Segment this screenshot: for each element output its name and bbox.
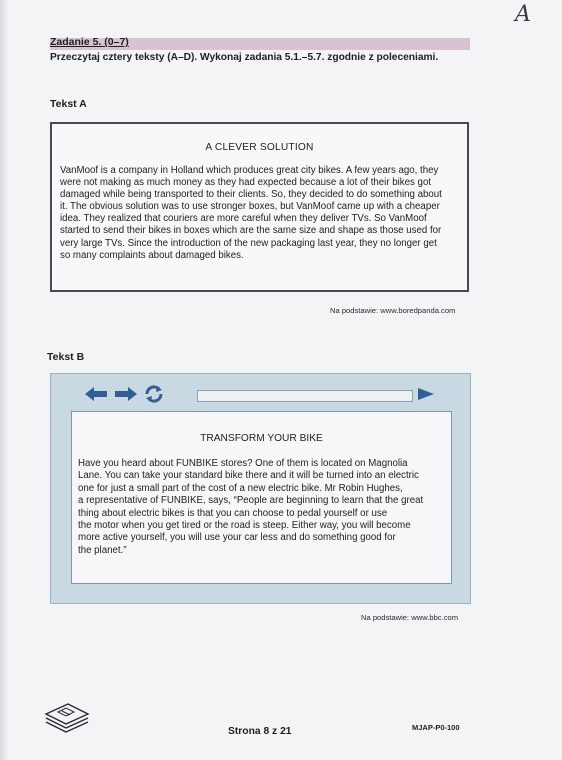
text-a-source: Na podstawie: www.boredpanda.com	[330, 306, 456, 315]
text-b-line: Have you heard about FUNBIKE stores? One of them is located on Magnolia	[78, 458, 408, 469]
text-a-box	[50, 122, 469, 292]
text-b-line: one for just a small part of the cost of a new electric bike. Mr Robin Hughes,	[78, 482, 403, 494]
text-a-line: it. The obvious solution was to use stronger boxes, but VanMoof came up with a cheaper	[60, 201, 440, 213]
text-b-line: more active yourself, you will use your car less and do something good for	[78, 532, 396, 544]
page-edge	[0, 0, 8, 760]
browser-frame	[50, 373, 471, 604]
text-b-title: TRANSFORM YOUR BIKE	[200, 433, 323, 444]
text-a-label: Tekst A	[50, 98, 87, 110]
text-a-line: VanMoof is a company in Holland which produces great city bikes. A few years ago, they	[60, 165, 439, 176]
text-b-line: thing about electric bikes is that you can choose to pedal yourself or use	[78, 507, 388, 519]
refresh-icon[interactable]	[144, 385, 164, 408]
text-a-line: so many complaints about damaged bikes.	[60, 249, 244, 261]
go-arrow-icon[interactable]	[417, 385, 435, 406]
text-b-body	[78, 458, 450, 557]
browser-toolbar	[84, 387, 164, 405]
text-a-title: A CLEVER SOLUTION	[205, 142, 314, 153]
text-b-line: the planet.”	[78, 544, 127, 556]
address-bar[interactable]	[197, 390, 413, 402]
handwritten-mark: A	[515, 2, 531, 27]
text-b-line: the motor when you get tired or the road is steep. Either way, you will become	[78, 520, 411, 532]
text-b-line: a representative of FUNBIKE, says, “People are beginning to learn that the great	[78, 495, 424, 507]
text-a-body	[60, 165, 462, 262]
task-instruction: Przeczytaj cztery teksty (A–D). Wykonaj zadania 5.1.–5.7. zgodnie z poleceniami.	[50, 52, 439, 63]
text-a-line: were not making as much money as they had expected because a lot of their bikes got	[60, 177, 432, 189]
text-a-line: very large TVs. Since the introduction of the new packaging last year, they no longer get	[60, 237, 437, 249]
text-b-line: Lane. You can take your standard bike there and it will be turned into an electric	[78, 470, 419, 482]
page-number: Strona 8 z 21	[228, 726, 292, 737]
text-a-line: damaged while being transported to their clients. So, they decided to do something about	[60, 189, 442, 201]
text-a-line: idea. They realized that couriers are more careful when they deliver TVs. So VanMoof	[60, 213, 427, 225]
arrow-right-icon[interactable]	[114, 386, 138, 407]
cke-logo	[44, 700, 90, 739]
browser-content	[71, 411, 452, 584]
exam-code: MJAP-P0-100	[412, 723, 460, 732]
text-b-label: Tekst B	[47, 351, 85, 363]
text-b-source: Na podstawie: www.bbc.com	[361, 613, 459, 622]
text-a-line: started to send their bikes in boxes which are the same size and shape as those used for	[60, 225, 442, 237]
task-title: Zadanie 5. (0–7)	[50, 36, 129, 48]
arrow-left-icon[interactable]	[84, 386, 108, 407]
